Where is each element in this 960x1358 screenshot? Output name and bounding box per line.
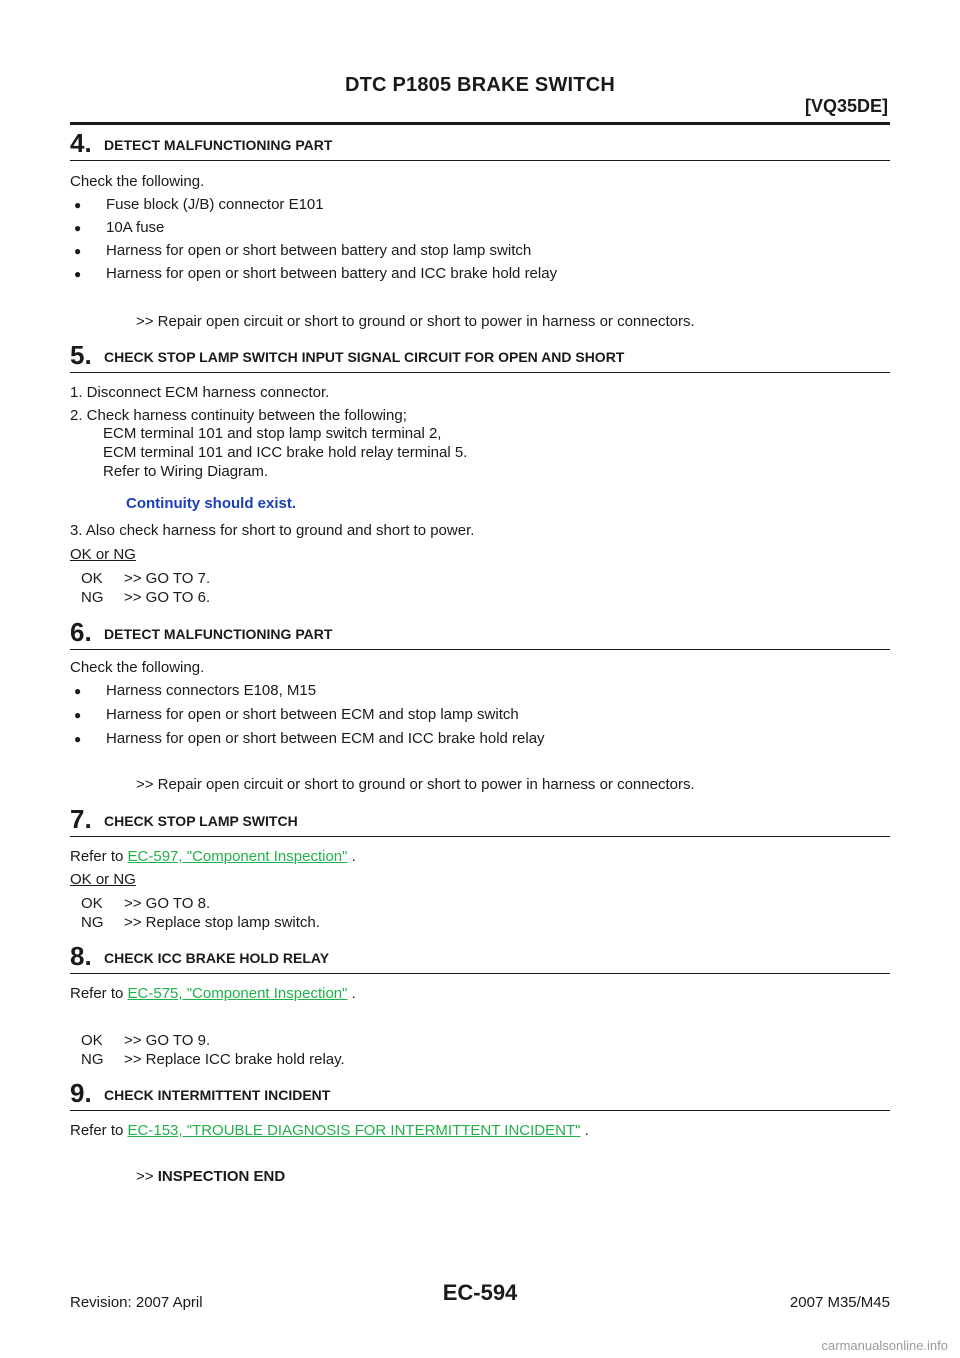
step-9-number: 9. — [70, 1078, 92, 1108]
step-4-heading — [70, 128, 890, 161]
bullet-icon: ● — [74, 267, 82, 281]
step-4-result: >> Repair open circuit or short to ground or short to power in harness or connectors. — [136, 313, 695, 330]
step-5-ng-text: >> GO TO 6. — [124, 589, 211, 606]
step-5-number: 5. — [70, 340, 92, 370]
step-8-title: CHECK ICC BRAKE HOLD RELAY — [104, 950, 330, 966]
step-7-ok-or-ng: OK or NG — [70, 871, 136, 888]
page-title: DTC P1805 BRAKE SWITCH — [345, 74, 615, 96]
step-7-title: CHECK STOP LAMP SWITCH — [104, 813, 298, 829]
step-9-end: >> INSPECTION END — [136, 1168, 286, 1185]
step-7-number: 7. — [70, 804, 92, 834]
bullet-icon: ● — [74, 684, 82, 698]
step-5-item-3: 3. Also check harness for short to ground and short to power. — [70, 522, 475, 539]
bullet-icon: ● — [74, 198, 82, 212]
step-5-item-1: 1. Disconnect ECM harness connector. — [70, 384, 330, 401]
component-inspection-link[interactable]: EC-597, "Component Inspection" — [127, 848, 348, 865]
bullet-icon: ● — [74, 221, 82, 235]
step-6-result: >> Repair open circuit or short to ground or short to power in harness or connectors. — [136, 776, 695, 793]
step-8-refer: Refer to EC-575, "Component Inspection" . — [70, 985, 356, 1002]
step-7-heading — [70, 804, 890, 837]
step-9-heading — [70, 1078, 890, 1111]
step-7-ng-text: >> Replace stop lamp switch. — [124, 914, 320, 931]
footer-revision: Revision: 2007 April — [70, 1294, 203, 1311]
step-5-ok-or-ng: OK or NG — [70, 546, 136, 563]
watermark: carmanualsonline.info — [821, 1338, 948, 1353]
step-8-ok-label: OK — [81, 1032, 103, 1049]
step-9-refer: Refer to EC-153, "TROUBLE DIAGNOSIS FOR INTERMITTENT INCIDENT" . — [70, 1122, 589, 1139]
step-4-intro: Check the following. — [70, 173, 205, 190]
step-8-ng-label: NG — [81, 1051, 104, 1068]
step-5-item-2-line-3: Refer to Wiring Diagram. — [103, 463, 269, 480]
step-8-heading — [70, 941, 890, 974]
step-5-item-2: 2. Check harness continuity between the following; — [70, 407, 407, 424]
component-inspection-link[interactable]: EC-575, "Component Inspection" — [127, 985, 348, 1002]
footer-page-number: EC-594 — [442, 1280, 518, 1305]
step-6-number: 6. — [70, 617, 92, 647]
step-5-item-2-line-1: ECM terminal 101 and stop lamp switch terminal 2, — [103, 425, 442, 442]
bullet-icon: ● — [74, 708, 82, 722]
step-5-ok-label: OK — [81, 570, 103, 587]
step-6-intro: Check the following. — [70, 659, 205, 676]
step-5-spec: Continuity should exist. — [126, 495, 297, 512]
step-5-item-2-line-2: ECM terminal 101 and ICC brake hold relay terminal 5. — [103, 444, 468, 461]
step-7-refer: Refer to EC-597, "Component Inspection" . — [70, 848, 356, 865]
step-5-title: CHECK STOP LAMP SWITCH INPUT SIGNAL CIRCUIT FOR OPEN AND SHORT — [104, 349, 625, 365]
step-4-number: 4. — [70, 128, 92, 158]
step-7-ng-label: NG — [81, 914, 104, 931]
step-7-ok-label: OK — [81, 895, 103, 912]
header-divider — [70, 122, 890, 125]
step-5-heading — [70, 340, 890, 373]
step-7-ok-text: >> GO TO 8. — [124, 895, 211, 912]
bullet-icon: ● — [74, 732, 82, 746]
step-5-ng-label: NG — [81, 589, 104, 606]
step-4-title: DETECT MALFUNCTIONING PART — [104, 137, 333, 153]
step-6-title: DETECT MALFUNCTIONING PART — [104, 626, 333, 642]
bullet-icon: ● — [74, 244, 82, 258]
step-5-ok-text: >> GO TO 7. — [124, 570, 211, 587]
step-9-title: CHECK INTERMITTENT INCIDENT — [104, 1087, 331, 1103]
trouble-diagnosis-link[interactable]: EC-153, "TROUBLE DIAGNOSIS FOR INTERMITTENT INCIDENT" — [127, 1122, 581, 1139]
engine-code: [VQ35DE] — [804, 96, 888, 116]
step-8-ng-text: >> Replace ICC brake hold relay. — [124, 1051, 345, 1068]
step-8-ok-text: >> GO TO 9. — [124, 1032, 211, 1049]
footer-model: 2007 M35/M45 — [789, 1294, 890, 1311]
step-8-number: 8. — [70, 941, 92, 971]
step-6-heading — [70, 617, 890, 650]
